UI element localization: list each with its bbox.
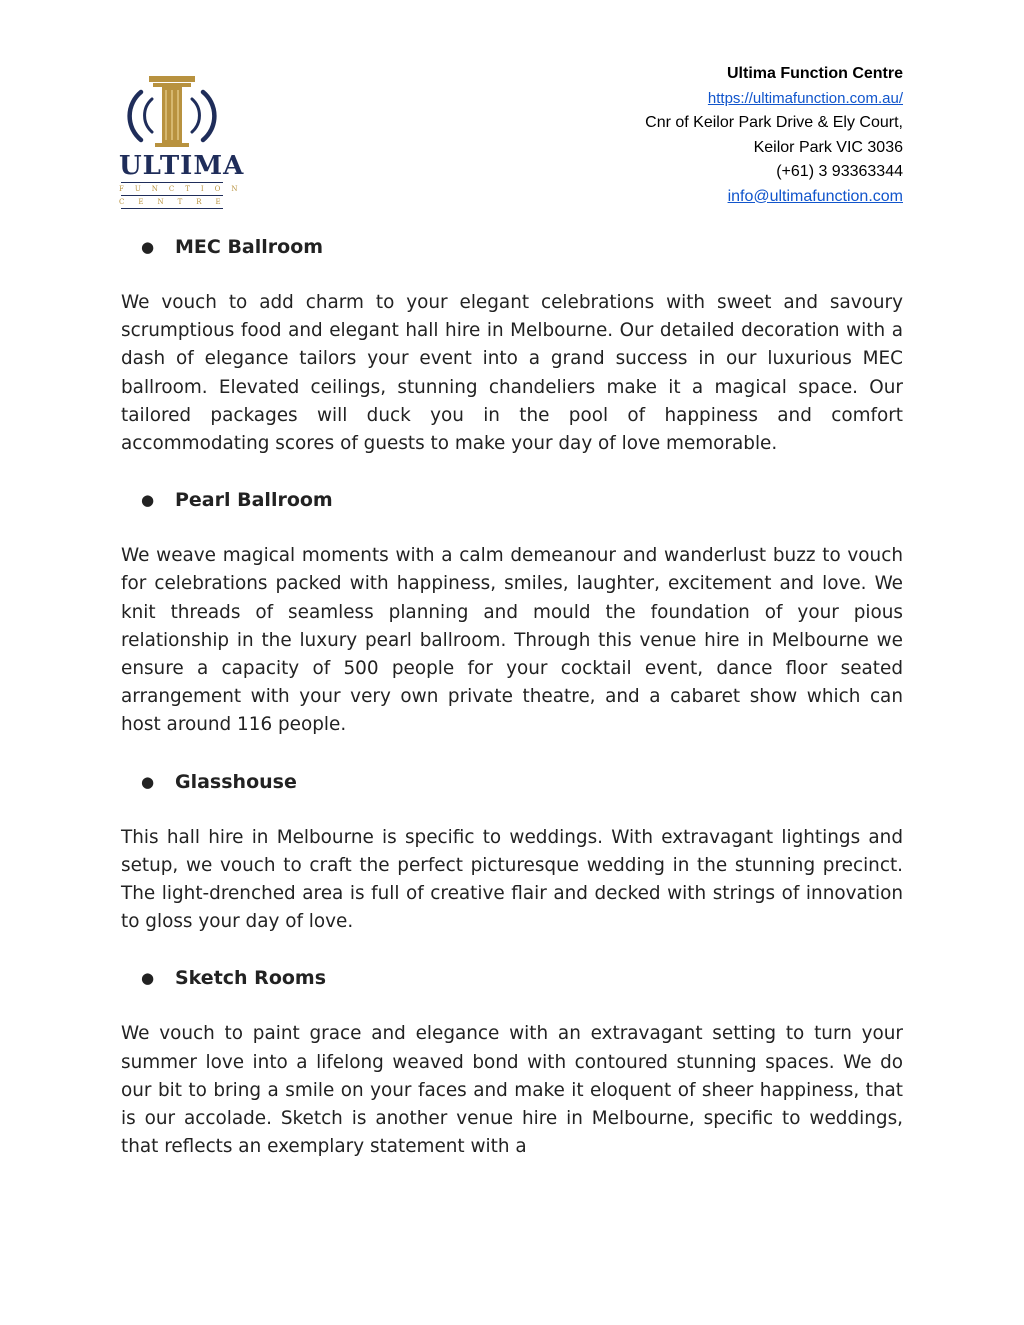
document-body: [121, 233, 903, 1189]
section-title: Sketch Rooms: [175, 967, 327, 990]
section-heading-glasshouse: [121, 768, 903, 796]
section-heading-mec-ballroom: [121, 233, 903, 261]
section-title: MEC Ballroom: [175, 236, 324, 258]
logo-tagline-centre: CENTRE: [119, 198, 235, 206]
bullet-icon: ●: [141, 238, 155, 256]
address-line-2: Keilor Park VIC 3036: [753, 138, 903, 156]
address-line-1: Cnr of Keilor Park Drive & Ely Court,: [645, 114, 903, 131]
logo-divider-mid: [121, 195, 223, 196]
section-paragraph-mec-ballroom: We vouch to add charm to your elegant celebrations with sweet and savoury scrumptious food and elegant hall hire in Melbourne. Our detailed decoration with a dash of elegance tailors your event into a grand success in our luxurious MEC ballroom. Elevated ceilings, stunning chandeliers make it a magical space. Our tailored packages will duck you in the pool of happiness and comfort accommodating scores of guests to make your day of love memorable.: [121, 292, 903, 455]
company-name: Ultima Function Centre: [726, 65, 903, 82]
section-title: Pearl Ballroom: [175, 489, 333, 512]
contact-block: [645, 62, 903, 209]
phone-number: (+61) 3 93363344: [776, 163, 903, 180]
logo-tagline-function: FUNCTION: [119, 185, 249, 193]
section-paragraph-glasshouse: This hall hire in Melbourne is specific to weddings. With extravagant lightings and setup, we vouch to craft the perfect picturesque wedding in the stunning precinct. The light-drenched area is full of creative flair and decked with strings of innovation to gloss your day of love.: [121, 826, 903, 933]
email-link[interactable]: info@ultimafunction.com: [727, 187, 903, 205]
logo-divider-bottom: [121, 208, 223, 209]
section-heading-sketch-rooms: [121, 964, 903, 992]
bullet-icon: ●: [141, 969, 155, 988]
section-paragraph-pearl-ballroom: We weave magical moments with a calm demeanour and wanderlust buzz to vouch for celebrations packed with happiness, smiles, laughter, excitement and love. We knit threads of seamless planning and mould the foundation of your pious relationship in the luxury pearl ballroom. Through this venue hire in Melbourne we ensure a capacity of 500 people for your cocktail event, dance floor seated arrangement with your very own private theatre, and a cabaret show which can host around 116 people.: [121, 545, 903, 736]
bullet-icon: ●: [141, 491, 155, 510]
section-title: Glasshouse: [175, 770, 297, 793]
logo-wordmark: ULTIMA: [119, 151, 245, 181]
section-paragraph-sketch-rooms: We vouch to paint grace and elegance with an extravagant setting to turn your summer love into a lifelong weaved bond with contoured stunning spaces. We do our bit to bring a smile on your faces and make it eloquent of sheer happiness, that is our accolade. Sketch is another venue hire in Melbourne, specific to weddings, that reflects an exemplary statement with a: [121, 1023, 903, 1158]
bullet-icon: ●: [141, 772, 155, 791]
company-logo: [119, 72, 249, 212]
section-heading-pearl-ballroom: [121, 486, 903, 514]
website-link[interactable]: https://ultimafunction.com.au/: [707, 89, 903, 107]
logo-divider-top: [121, 182, 223, 183]
